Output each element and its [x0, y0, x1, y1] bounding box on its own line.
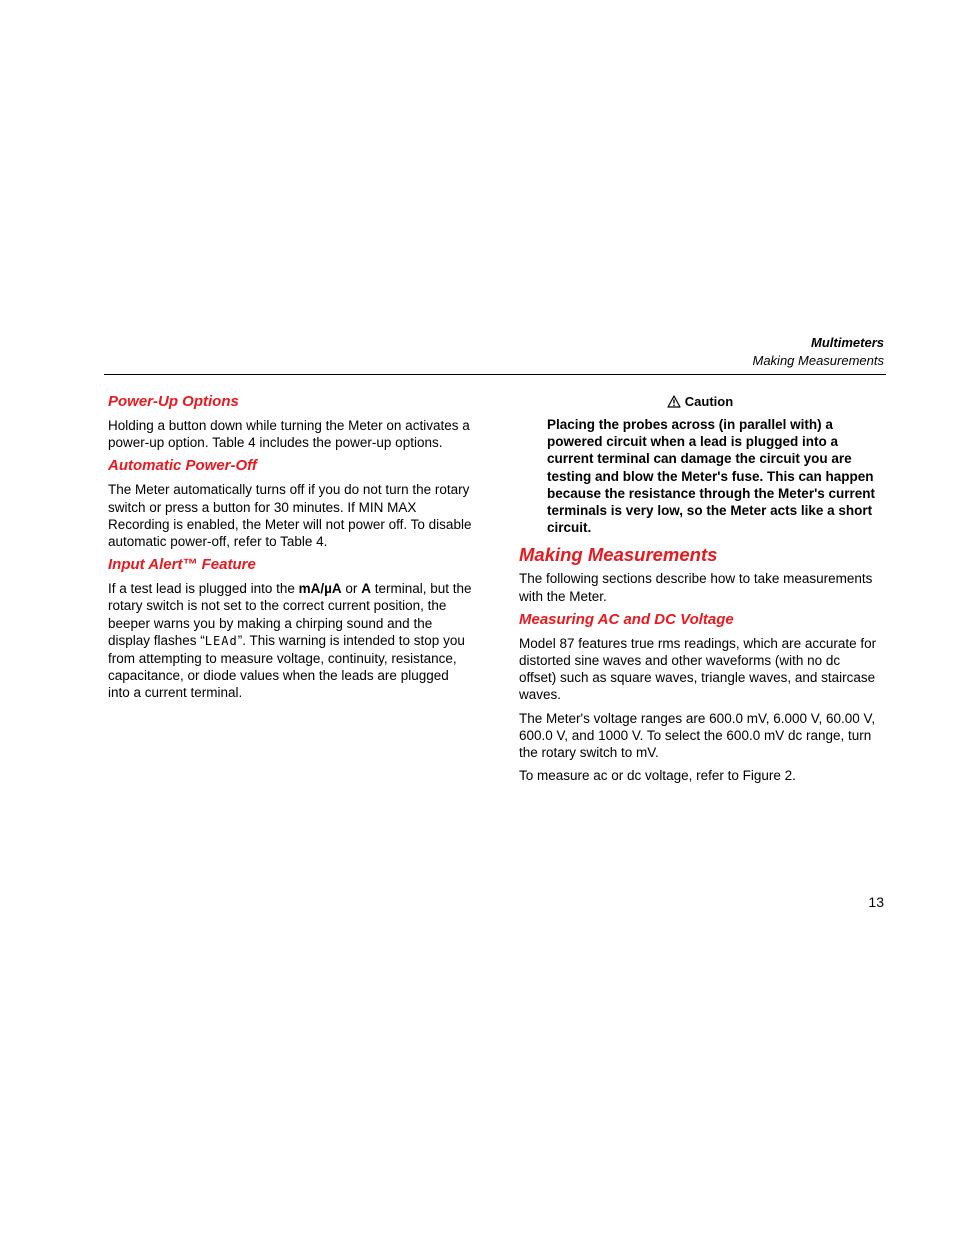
input-alert-text-part-2: or: [341, 581, 362, 597]
header-rule: [104, 374, 886, 375]
left-column: [108, 393, 474, 708]
running-header: [753, 334, 885, 370]
warning-triangle-icon: [667, 395, 681, 408]
input-alert-text-part-4: ”. This warning is intended to stop you from attempting to measure voltage, continuity, resistance, capacitance, or diode values when the leads are plugged into a current terminal.: [108, 632, 465, 701]
a-terminal-label: A: [361, 581, 371, 597]
right-column: [519, 393, 881, 790]
automatic-power-off-text: The Meter automatically turns off if you do not turn the rotary switch or press a button for 30 minutes. If MIN MAX Recording is enabled, the Meter will not power off. To disable automatic power-off, refer to Table 4.: [108, 482, 472, 550]
caution-text: Placing the probes across (in parallel with) a powered circuit when a lead is plugged into a current terminal can damage the circuit you are testing and blow the Meter's fuse. This can happen because the resistance through the Meter's current terminals is very low, so the Meter acts like a short circuit.: [547, 417, 876, 536]
power-up-options-heading: Power-Up Options: [108, 393, 239, 410]
measuring-voltage-heading: Measuring AC and DC Voltage: [519, 610, 734, 628]
input-alert-text-part-1: If a test lead is plugged into the: [108, 581, 299, 597]
input-alert-heading: Input Alert™ Feature: [108, 556, 256, 574]
header-section-title: Making Measurements: [752, 353, 884, 368]
making-measurements-text: The following sections describe how to take measurements with the Meter.: [519, 571, 873, 604]
voltage-paragraph-2: The Meter's voltage ranges are 600.0 mV, 6.000 V, 60.00 V, 600.0 V, and 1000 V. To select the 600.0 mV dc range, turn the rotary switch to mV.: [519, 710, 876, 761]
lcd-lead-display-text: LEAd: [204, 633, 238, 648]
input-alert-text-part-3: terminal, but the rotary switch is not set to the correct current position, the beeper warns you by making a chirping sound and the display flashes “: [108, 581, 472, 648]
automatic-power-off-heading: Automatic Power-Off: [108, 457, 257, 475]
page-number: 13: [868, 894, 884, 910]
ma-ua-terminal-label: mA/µA: [298, 581, 342, 597]
voltage-paragraph-3: To measure ac or dc voltage, refer to Figure 2.: [519, 768, 796, 784]
caution-heading: [519, 393, 881, 410]
header-chapter-title: Multimeters: [811, 335, 884, 350]
caution-label: Caution: [684, 394, 734, 409]
voltage-paragraph-1: Model 87 features true rms readings, which are accurate for distorted sine waves and other waveforms (with no dc offset) such as square waves, triangle waves, and staircase waves.: [519, 635, 877, 703]
input-alert-text: [108, 580, 474, 701]
power-up-options-text: Holding a button down while turning the Meter on activates a power-up option. Table 4 includes the power-up options.: [108, 418, 470, 451]
making-measurements-heading: Making Measurements: [519, 544, 718, 566]
